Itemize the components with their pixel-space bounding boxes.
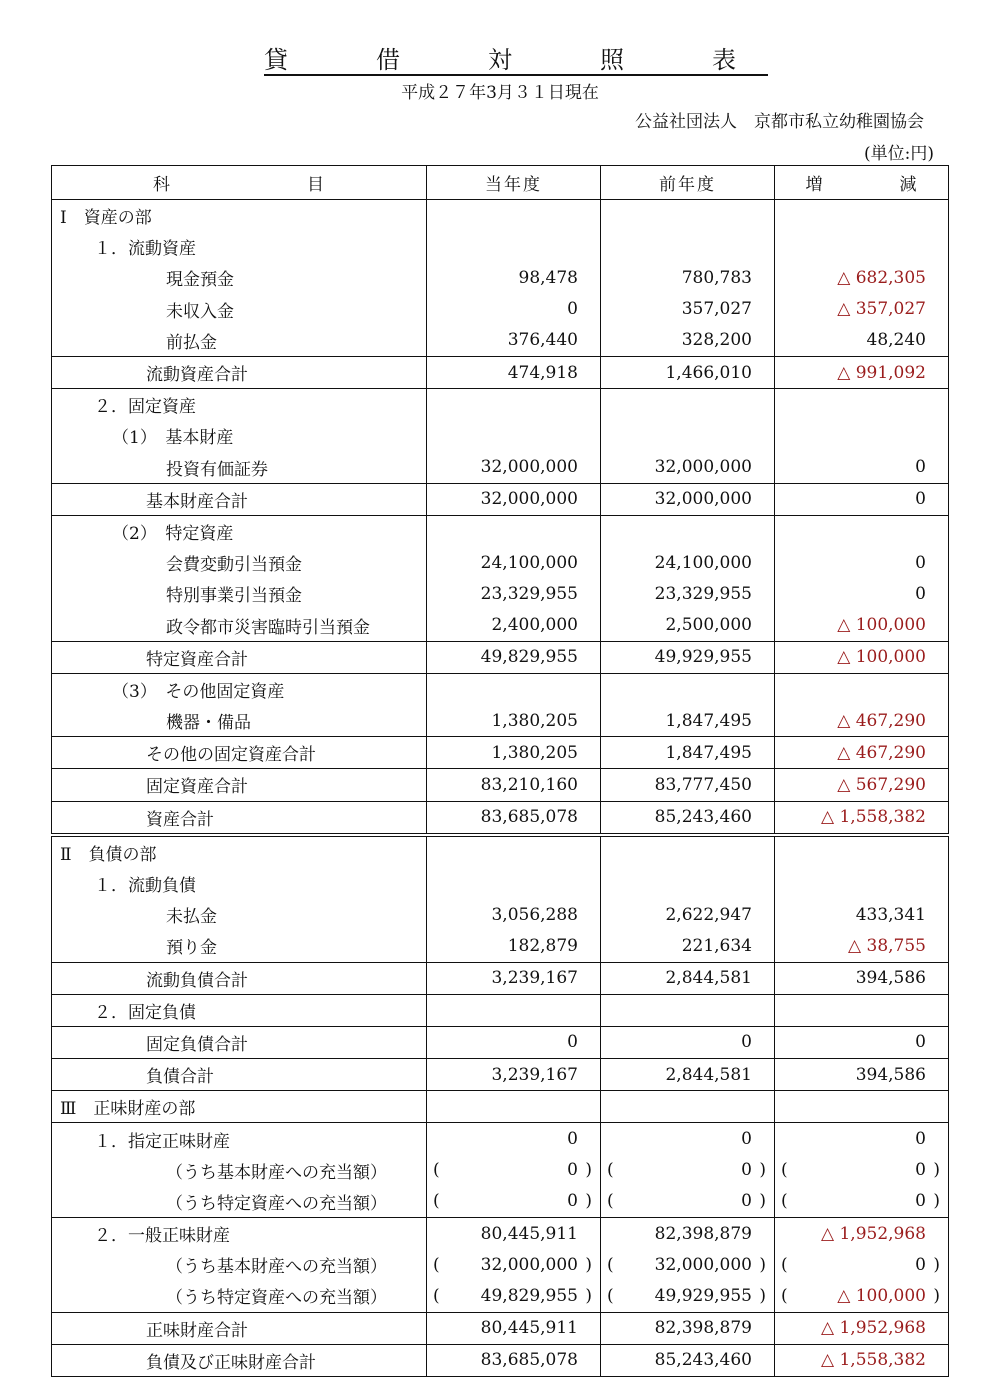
table-row — [52, 962, 949, 994]
previous-year-value: 85,243,460 — [601, 801, 775, 835]
unit-label: (単位:円) — [864, 144, 934, 164]
change-value: ( 0 ) — [775, 1155, 949, 1186]
current-year-value: 32,000,000 — [427, 483, 601, 515]
change-value: 48,240 — [775, 325, 949, 357]
change-value: △ 682,305 — [775, 262, 949, 293]
current-year-value — [427, 231, 601, 262]
table-row — [52, 609, 949, 641]
table-row — [52, 835, 949, 868]
row-label: 機器・備品 — [52, 705, 427, 737]
table-row — [52, 930, 949, 962]
change-value: 0 — [775, 1123, 949, 1155]
document-title-text: 貸 借 対 照 表 — [264, 46, 768, 74]
current-year-value: 83,685,078 — [427, 801, 601, 835]
row-label: 前払金 — [52, 325, 427, 357]
previous-year-value: 0 — [601, 1026, 775, 1058]
previous-year-value: 82,398,879 — [601, 1312, 775, 1344]
table-row — [52, 1249, 949, 1280]
header-current-year: 当年度 — [427, 166, 601, 200]
row-label: 負債及び正味財産合計 — [52, 1344, 427, 1376]
current-year-value — [427, 673, 601, 705]
row-label: Ⅲ 正味財産の部 — [52, 1091, 427, 1123]
current-year-value: 3,056,288 — [427, 899, 601, 930]
current-year-value: 3,239,167 — [427, 962, 601, 994]
change-value: 433,341 — [775, 899, 949, 930]
change-value: △ 38,755 — [775, 930, 949, 962]
change-value: △ 357,027 — [775, 294, 949, 325]
current-year-value — [427, 515, 601, 547]
table-row — [52, 547, 949, 578]
previous-year-value — [601, 868, 775, 899]
table-row — [52, 1280, 949, 1312]
row-label: （1） 基本財産 — [52, 420, 427, 451]
row-label: 基本財産合計 — [52, 483, 427, 515]
current-year-value: 80,445,911 — [427, 1218, 601, 1250]
change-value: △ 991,092 — [775, 356, 949, 388]
row-label: 特定資産合計 — [52, 641, 427, 673]
current-year-value: 376,440 — [427, 325, 601, 357]
current-year-value — [427, 389, 601, 421]
change-value: △ 1,952,968 — [775, 1312, 949, 1344]
current-year-value: 0 — [427, 1123, 601, 1155]
current-year-value: 80,445,911 — [427, 1312, 601, 1344]
previous-year-value: 780,783 — [601, 262, 775, 293]
as-of-date: 平成２７年3月３１日現在 — [401, 83, 599, 103]
row-label: 未払金 — [52, 899, 427, 930]
table-row — [52, 578, 949, 609]
current-year-value: 83,685,078 — [427, 1344, 601, 1376]
row-label: 流動資産合計 — [52, 356, 427, 388]
row-label: 固定負債合計 — [52, 1026, 427, 1058]
table-row — [52, 1344, 949, 1376]
change-value: 394,586 — [775, 962, 949, 994]
change-value — [775, 389, 949, 421]
table-row — [52, 1026, 949, 1058]
table-row — [52, 420, 949, 451]
row-label: 負債合計 — [52, 1059, 427, 1091]
row-label: １．指定正味財産 — [52, 1123, 427, 1155]
row-label: １．流動資産 — [52, 231, 427, 262]
current-year-value: 83,210,160 — [427, 769, 601, 801]
row-label: その他の固定資産合計 — [52, 737, 427, 769]
previous-year-value: 82,398,879 — [601, 1218, 775, 1250]
table-row — [52, 1312, 949, 1344]
current-year-value: 24,100,000 — [427, 547, 601, 578]
previous-year-value: 2,622,947 — [601, 899, 775, 930]
change-value — [775, 835, 949, 868]
table-row — [52, 899, 949, 930]
change-value — [775, 994, 949, 1026]
current-year-value: 182,879 — [427, 930, 601, 962]
change-value: △ 1,558,382 — [775, 801, 949, 835]
previous-year-value — [601, 389, 775, 421]
row-label: （うち特定資産への充当額） — [52, 1280, 427, 1312]
previous-year-value — [601, 835, 775, 868]
previous-year-value: ( 0 ) — [601, 1155, 775, 1186]
change-value: △ 467,290 — [775, 705, 949, 737]
current-year-value: 98,478 — [427, 262, 601, 293]
row-label: 固定資産合計 — [52, 769, 427, 801]
previous-year-value: ( 32,000,000 ) — [601, 1249, 775, 1280]
table-row — [52, 705, 949, 737]
row-label: 資産合計 — [52, 801, 427, 835]
change-value: △ 100,000 — [775, 609, 949, 641]
previous-year-value: 32,000,000 — [601, 483, 775, 515]
current-year-value: 474,918 — [427, 356, 601, 388]
previous-year-value: 2,844,581 — [601, 1059, 775, 1091]
previous-year-value: 83,777,450 — [601, 769, 775, 801]
current-year-value — [427, 994, 601, 1026]
row-label: 会費変動引当預金 — [52, 547, 427, 578]
previous-year-value: 328,200 — [601, 325, 775, 357]
change-value: △ 1,558,382 — [775, 1344, 949, 1376]
current-year-value: 23,329,955 — [427, 578, 601, 609]
row-label: １．流動負債 — [52, 868, 427, 899]
change-value: ( 0 ) — [775, 1249, 949, 1280]
row-label: ２．固定負債 — [52, 994, 427, 1026]
previous-year-value: 1,466,010 — [601, 356, 775, 388]
table-row — [52, 1123, 949, 1155]
table-row — [52, 641, 949, 673]
row-label: Ⅰ 資産の部 — [52, 200, 427, 232]
current-year-value: ( 0 ) — [427, 1155, 601, 1186]
table-row — [52, 294, 949, 325]
row-label: 現金預金 — [52, 262, 427, 293]
table-row — [52, 1155, 949, 1186]
table-row — [52, 1218, 949, 1250]
previous-year-value: 24,100,000 — [601, 547, 775, 578]
current-year-value: 2,400,000 — [427, 609, 601, 641]
header-change: 増 減 — [775, 166, 949, 200]
previous-year-value — [601, 200, 775, 232]
table-row — [52, 356, 949, 388]
table-row — [52, 262, 949, 293]
table-row — [52, 515, 949, 547]
header-previous-year: 前年度 — [601, 166, 775, 200]
previous-year-value — [601, 994, 775, 1026]
current-year-value: 3,239,167 — [427, 1059, 601, 1091]
table-row — [52, 325, 949, 357]
previous-year-value: 49,929,955 — [601, 641, 775, 673]
change-value: 0 — [775, 547, 949, 578]
change-value: ( △ 100,000 ) — [775, 1280, 949, 1312]
table-row — [52, 1091, 949, 1123]
current-year-value: ( 0 ) — [427, 1186, 601, 1218]
current-year-value: 32,000,000 — [427, 452, 601, 484]
previous-year-value: 357,027 — [601, 294, 775, 325]
current-year-value — [427, 835, 601, 868]
table-row — [52, 231, 949, 262]
row-label: （うち基本財産への充当額） — [52, 1155, 427, 1186]
change-value: △ 1,952,968 — [775, 1218, 949, 1250]
current-year-value: ( 49,829,955 ) — [427, 1280, 601, 1312]
previous-year-value — [601, 515, 775, 547]
row-label: 政令都市災害臨時引当預金 — [52, 609, 427, 641]
current-year-value: 1,380,205 — [427, 737, 601, 769]
previous-year-value: ( 0 ) — [601, 1186, 775, 1218]
previous-year-value — [601, 673, 775, 705]
organization-name: 公益社団法人 京都市私立幼稚園協会 — [635, 112, 924, 132]
current-year-value — [427, 200, 601, 232]
table-row — [52, 483, 949, 515]
previous-year-value — [601, 1091, 775, 1123]
header-row — [52, 166, 949, 200]
previous-year-value: 23,329,955 — [601, 578, 775, 609]
current-year-value: ( 32,000,000 ) — [427, 1249, 601, 1280]
change-value: △ 100,000 — [775, 641, 949, 673]
row-label: ２．固定資産 — [52, 389, 427, 421]
balance-sheet-table — [51, 165, 949, 1377]
previous-year-value: 1,847,495 — [601, 737, 775, 769]
row-label: （2） 特定資産 — [52, 515, 427, 547]
previous-year-value — [601, 231, 775, 262]
row-label: ２．一般正味財産 — [52, 1218, 427, 1250]
table-row — [52, 1186, 949, 1218]
table-row — [52, 452, 949, 484]
current-year-value — [427, 868, 601, 899]
previous-year-value: 2,844,581 — [601, 962, 775, 994]
change-value — [775, 200, 949, 232]
previous-year-value: 221,634 — [601, 930, 775, 962]
change-value — [775, 515, 949, 547]
change-value — [775, 673, 949, 705]
previous-year-value: 85,243,460 — [601, 1344, 775, 1376]
table-row — [52, 769, 949, 801]
row-label: 投資有価証券 — [52, 452, 427, 484]
current-year-value: 0 — [427, 294, 601, 325]
current-year-value: 1,380,205 — [427, 705, 601, 737]
table-row — [52, 389, 949, 421]
row-label: 正味財産合計 — [52, 1312, 427, 1344]
previous-year-value: 0 — [601, 1123, 775, 1155]
table-row — [52, 737, 949, 769]
row-label: 流動負債合計 — [52, 962, 427, 994]
row-label: 未収入金 — [52, 294, 427, 325]
change-value: 0 — [775, 578, 949, 609]
change-value — [775, 868, 949, 899]
table-row — [52, 1059, 949, 1091]
row-label: （3） その他固定資産 — [52, 673, 427, 705]
change-value — [775, 420, 949, 451]
row-label: 預り金 — [52, 930, 427, 962]
row-label: Ⅱ 負債の部 — [52, 835, 427, 868]
table-row — [52, 801, 949, 835]
previous-year-value: 1,847,495 — [601, 705, 775, 737]
change-value: ( 0 ) — [775, 1186, 949, 1218]
header-account: 科 目 — [52, 166, 427, 200]
previous-year-value: 32,000,000 — [601, 452, 775, 484]
change-value: 394,586 — [775, 1059, 949, 1091]
current-year-value: 0 — [427, 1026, 601, 1058]
previous-year-value — [601, 420, 775, 451]
change-value: 0 — [775, 1026, 949, 1058]
change-value — [775, 231, 949, 262]
row-label: 特別事業引当預金 — [52, 578, 427, 609]
table-row — [52, 200, 949, 232]
previous-year-value: 2,500,000 — [601, 609, 775, 641]
table-row — [52, 673, 949, 705]
document-title — [0, 40, 1000, 75]
change-value: △ 467,290 — [775, 737, 949, 769]
change-value: 0 — [775, 483, 949, 515]
change-value: 0 — [775, 452, 949, 484]
previous-year-value: ( 49,929,955 ) — [601, 1280, 775, 1312]
current-year-value — [427, 420, 601, 451]
table-row — [52, 994, 949, 1026]
change-value: △ 567,290 — [775, 769, 949, 801]
table-row — [52, 868, 949, 899]
current-year-value — [427, 1091, 601, 1123]
current-year-value: 49,829,955 — [427, 641, 601, 673]
change-value — [775, 1091, 949, 1123]
row-label: （うち基本財産への充当額） — [52, 1249, 427, 1280]
row-label: （うち特定資産への充当額） — [52, 1186, 427, 1218]
